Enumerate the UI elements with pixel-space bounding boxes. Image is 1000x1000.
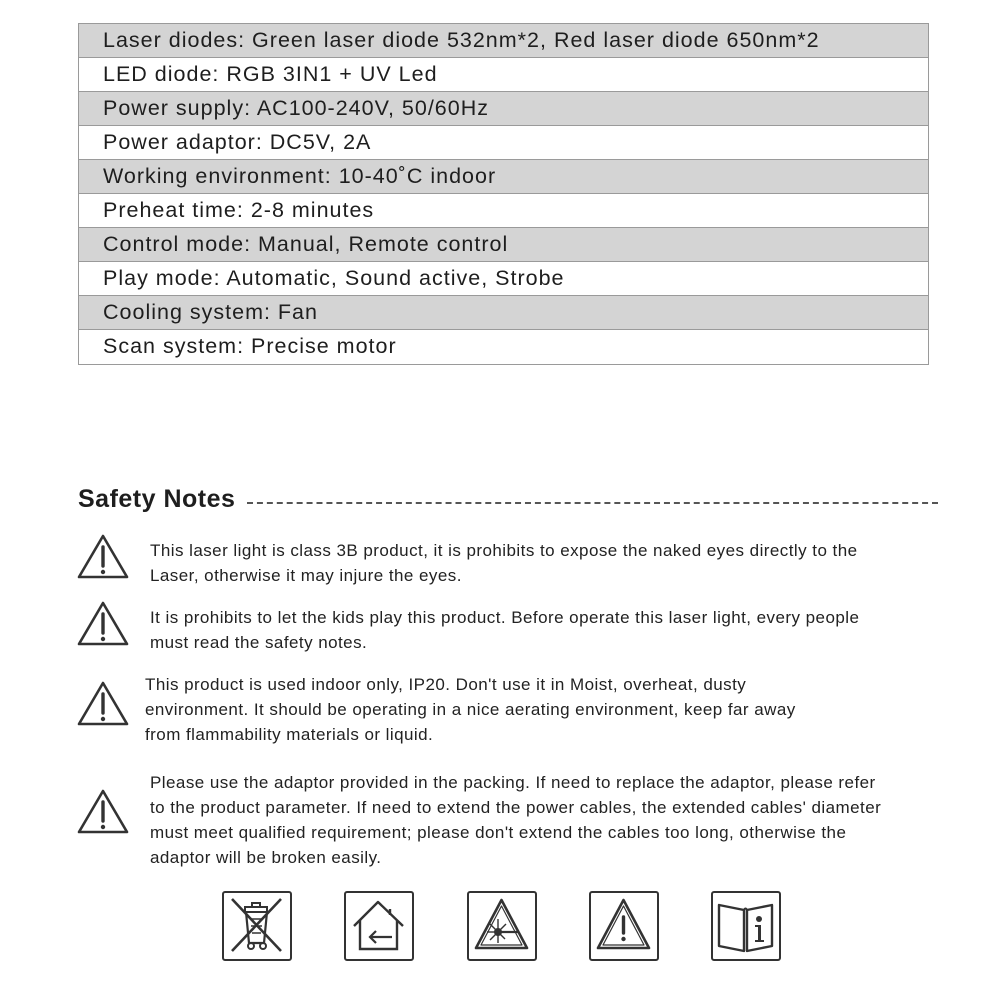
warning-icon <box>76 533 130 581</box>
note-line: environment. It should be operating in a nice aerating environment, keep far away <box>145 700 796 719</box>
spec-row-laser-diodes: Laser diodes: Green laser diode 532nm*2, Red laser diode 650nm*2 <box>78 23 929 59</box>
note-line: adaptor will be broken easily. <box>150 848 382 867</box>
note-line: to the product parameter. If need to extend the power cables, the extended cables' diameter <box>150 798 882 817</box>
note-line: from flammability materials or liquid. <box>145 725 434 744</box>
note-line: Please use the adaptor provided in the packing. If need to replace the adaptor, please refer <box>150 773 876 792</box>
spec-table <box>78 23 929 365</box>
spec-row-working-environment: Working environment: 10-40˚C indoor <box>78 159 929 195</box>
laser-hazard-icon <box>467 891 537 961</box>
spec-row-led-diode: LED diode: RGB 3IN1 + UV Led <box>78 57 929 93</box>
spec-row-control-mode: Control mode: Manual, Remote control <box>78 227 929 263</box>
caution-icon <box>589 891 659 961</box>
warning-icon <box>76 788 130 836</box>
note-line: must read the safety notes. <box>150 633 368 652</box>
spec-row-preheat-time: Preheat time: 2-8 minutes <box>78 193 929 229</box>
dashed-divider <box>247 502 938 504</box>
note-line: must meet qualified requirement; please don't extend the cables too long, otherwise the <box>150 823 847 842</box>
spec-row-scan-system: Scan system: Precise motor <box>78 329 929 365</box>
warning-icon <box>76 600 130 648</box>
safety-notes-header <box>78 485 938 514</box>
read-manual-icon <box>711 891 781 961</box>
note-line: Laser, otherwise it may injure the eyes. <box>150 566 462 585</box>
spec-row-power-adaptor: Power adaptor: DC5V, 2A <box>78 125 929 161</box>
note-line: This product is used indoor only, IP20. Don't use it in Moist, overheat, dusty <box>145 675 747 694</box>
note-line: This laser light is class 3B product, it is prohibits to expose the naked eyes directly to the <box>150 541 858 560</box>
weee-crossed-bin-icon <box>222 891 292 961</box>
spec-row-play-mode: Play mode: Automatic, Sound active, Strobe <box>78 261 929 297</box>
spec-row-cooling-system: Cooling system: Fan <box>78 295 929 331</box>
warning-icon <box>76 680 130 728</box>
spec-row-power-supply: Power supply: AC100-240V, 50/60Hz <box>78 91 929 127</box>
note-line: It is prohibits to let the kids play this product. Before operate this laser light, every people <box>150 608 860 627</box>
safety-notes-title: Safety Notes <box>78 485 236 513</box>
indoor-use-icon <box>344 891 414 961</box>
